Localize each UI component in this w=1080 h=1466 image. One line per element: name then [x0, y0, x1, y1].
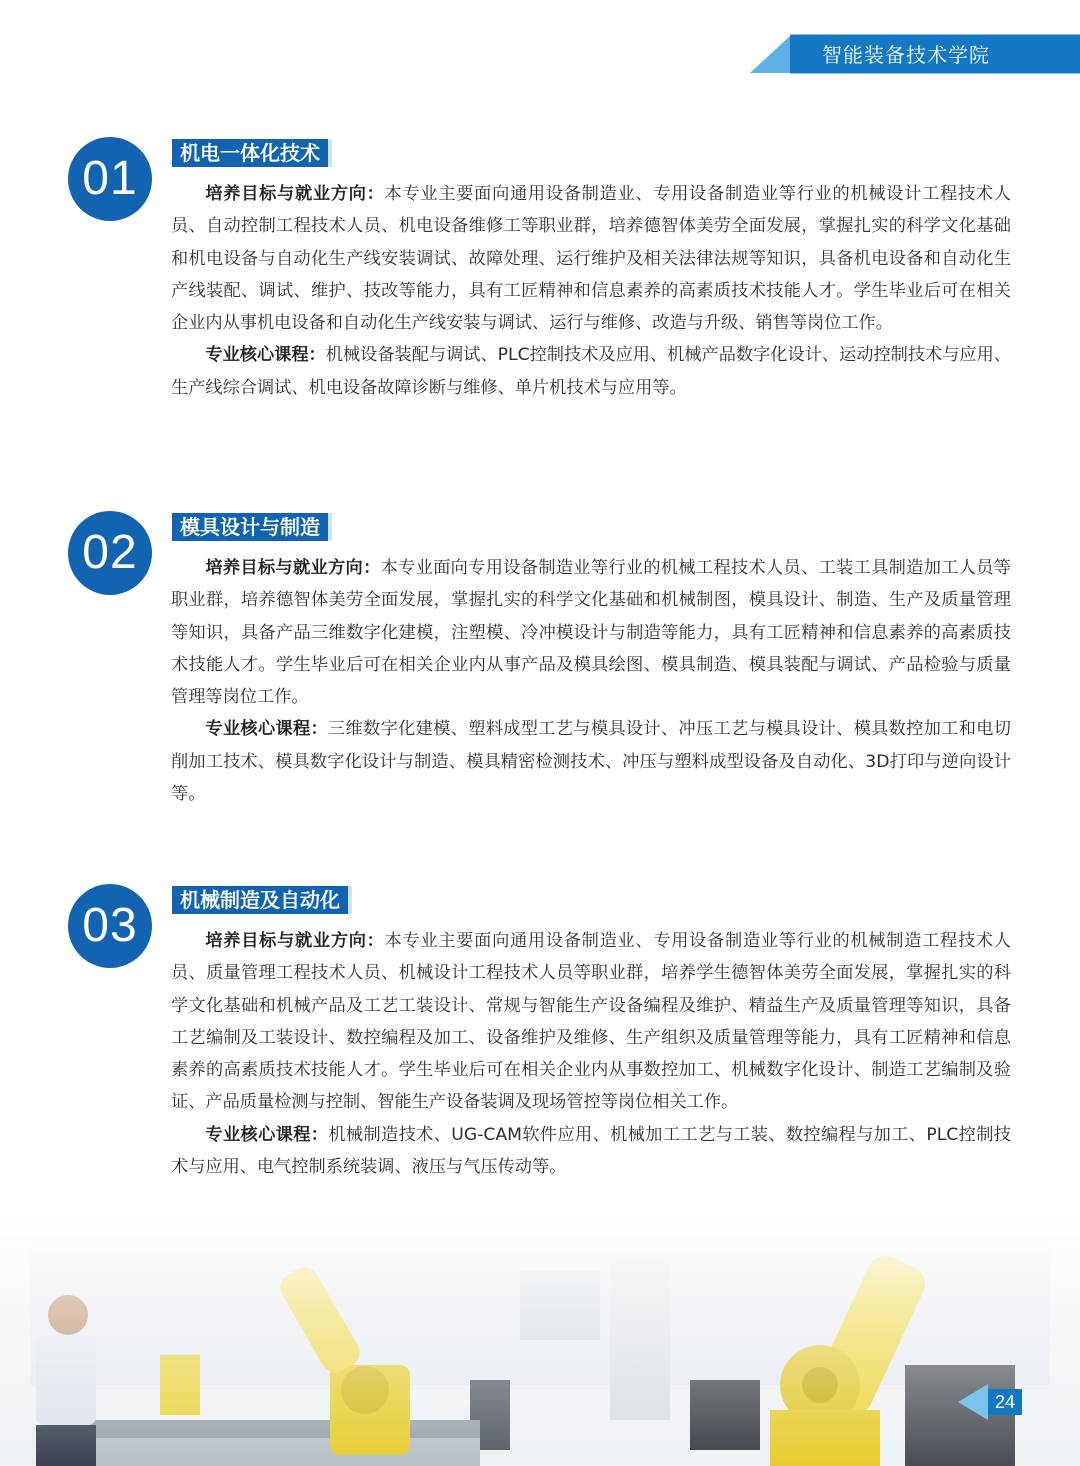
department-header	[790, 34, 1080, 74]
goal-paragraph	[171, 925, 1011, 1119]
program-description	[171, 178, 1011, 404]
course-text: 机械设备装配与调试、PLC控制技术及应用、机械产品数字化设计、运动控制技术与应用、生产线综合调试、机电设备故障诊断与维修、单片机技术与应用等。	[171, 345, 1011, 398]
course-paragraph	[171, 713, 1011, 810]
program-title: 机电一体化技术	[172, 139, 332, 167]
course-label: 专业核心课程：	[205, 719, 329, 740]
program-title: 模具设计与制造	[172, 513, 332, 541]
goal-paragraph	[171, 178, 1011, 339]
goal-text: 本专业主要面向通用设备制造业、专用设备制造业等行业的机械设计工程技术人员、自动控制工程技术人员、机电设备维修工等职业群，培养德智体美劳全面发展，掌握扎实的科学文化基础和机电设备与自动化生产线安装调试、故障处理、运行维护及相关法律法规等知识，具备机电设备和自动化生产线装配、调试、维护、技改等能力，具有工匠精神和信息素养的高素质技术技能人才。学生毕业后可在相关企业内从事机电设备和自动化生产线安装与调试、运行与维修、改造与升级、销售等岗位工作。	[171, 184, 1011, 334]
section-number-badge: 01	[68, 137, 152, 221]
program-title: 机械制造及自动化	[172, 886, 352, 914]
program-description	[171, 552, 1011, 810]
course-text: 机械制造技术、UG-CAM软件应用、机械加工工艺与工装、数控编程与加工、PLC控制技术与应用、电气控制系统装调、液压与气压传动等。	[171, 1124, 1011, 1178]
section-number-badge: 02	[68, 511, 152, 595]
course-label: 专业核心课程：	[205, 345, 326, 366]
workshop-robot-illustration	[0, 1215, 1080, 1466]
course-text: 三维数字化建模、塑料成型工艺与模具设计、冲压工艺与模具设计、模具数控加工和电切削加工技术、模具数字化设计与制造、模具精密检测技术、冲压与塑料成型设备及自动化、3D打印与逆向设计等。	[171, 719, 1011, 805]
goal-paragraph	[171, 552, 1011, 713]
course-paragraph	[171, 339, 1011, 404]
section-number-badge: 03	[68, 884, 152, 968]
goal-label: 培养目标与就业方向：	[205, 558, 381, 578]
goal-text: 本专业面向专用设备制造业等行业的机械工程技术人员、工装工具制造加工人员等职业群，培养德智体美劳全面发展，掌握扎实的科学文化基础和机械制图，模具设计、制造、生产及质量管理等知识，具备产品三维数字化建模，注塑模、冷冲模设计与制造等能力，具有工匠精神和信息素养的高素质技术技能人才。学生毕业后可在相关企业内从事产品及模具绘图、模具制造、模具装配与调试、产品检验与质量管理等岗位工作。	[171, 558, 1011, 708]
page-number: 24	[994, 1392, 1016, 1412]
goal-text: 本专业主要面向通用设备制造业、专用设备制造业等行业的机械制造工程技术人员、质量管理工程技术人员、机械设计工程技术人员等职业群，培养学生德智体美劳全面发展，掌握扎实的科学文化基础和机械产品及工艺工装设计、常规与智能生产设备编程及维护、精益生产及质量管理等知识，具备工艺编制及工装设计、数控编程及加工、设备维护及维修、生产组织及质量管理等能力，具有工匠精神和信息素养的高素质技术技能人才。学生毕业后可在相关企业内从事数控加工、机械数字化设计、制造工艺编制及验证、产品质量检测与控制、智能生产设备装调及现场管控等岗位相关工作。	[171, 931, 1011, 1113]
goal-label: 培养目标与就业方向：	[205, 184, 385, 204]
department-title: 智能装备技术学院	[822, 43, 990, 67]
course-paragraph	[171, 1119, 1011, 1184]
header-accent-triangle	[750, 36, 790, 73]
goal-label: 培养目标与就业方向：	[205, 931, 385, 951]
program-description	[171, 925, 1011, 1183]
course-label: 专业核心课程：	[205, 1124, 329, 1145]
